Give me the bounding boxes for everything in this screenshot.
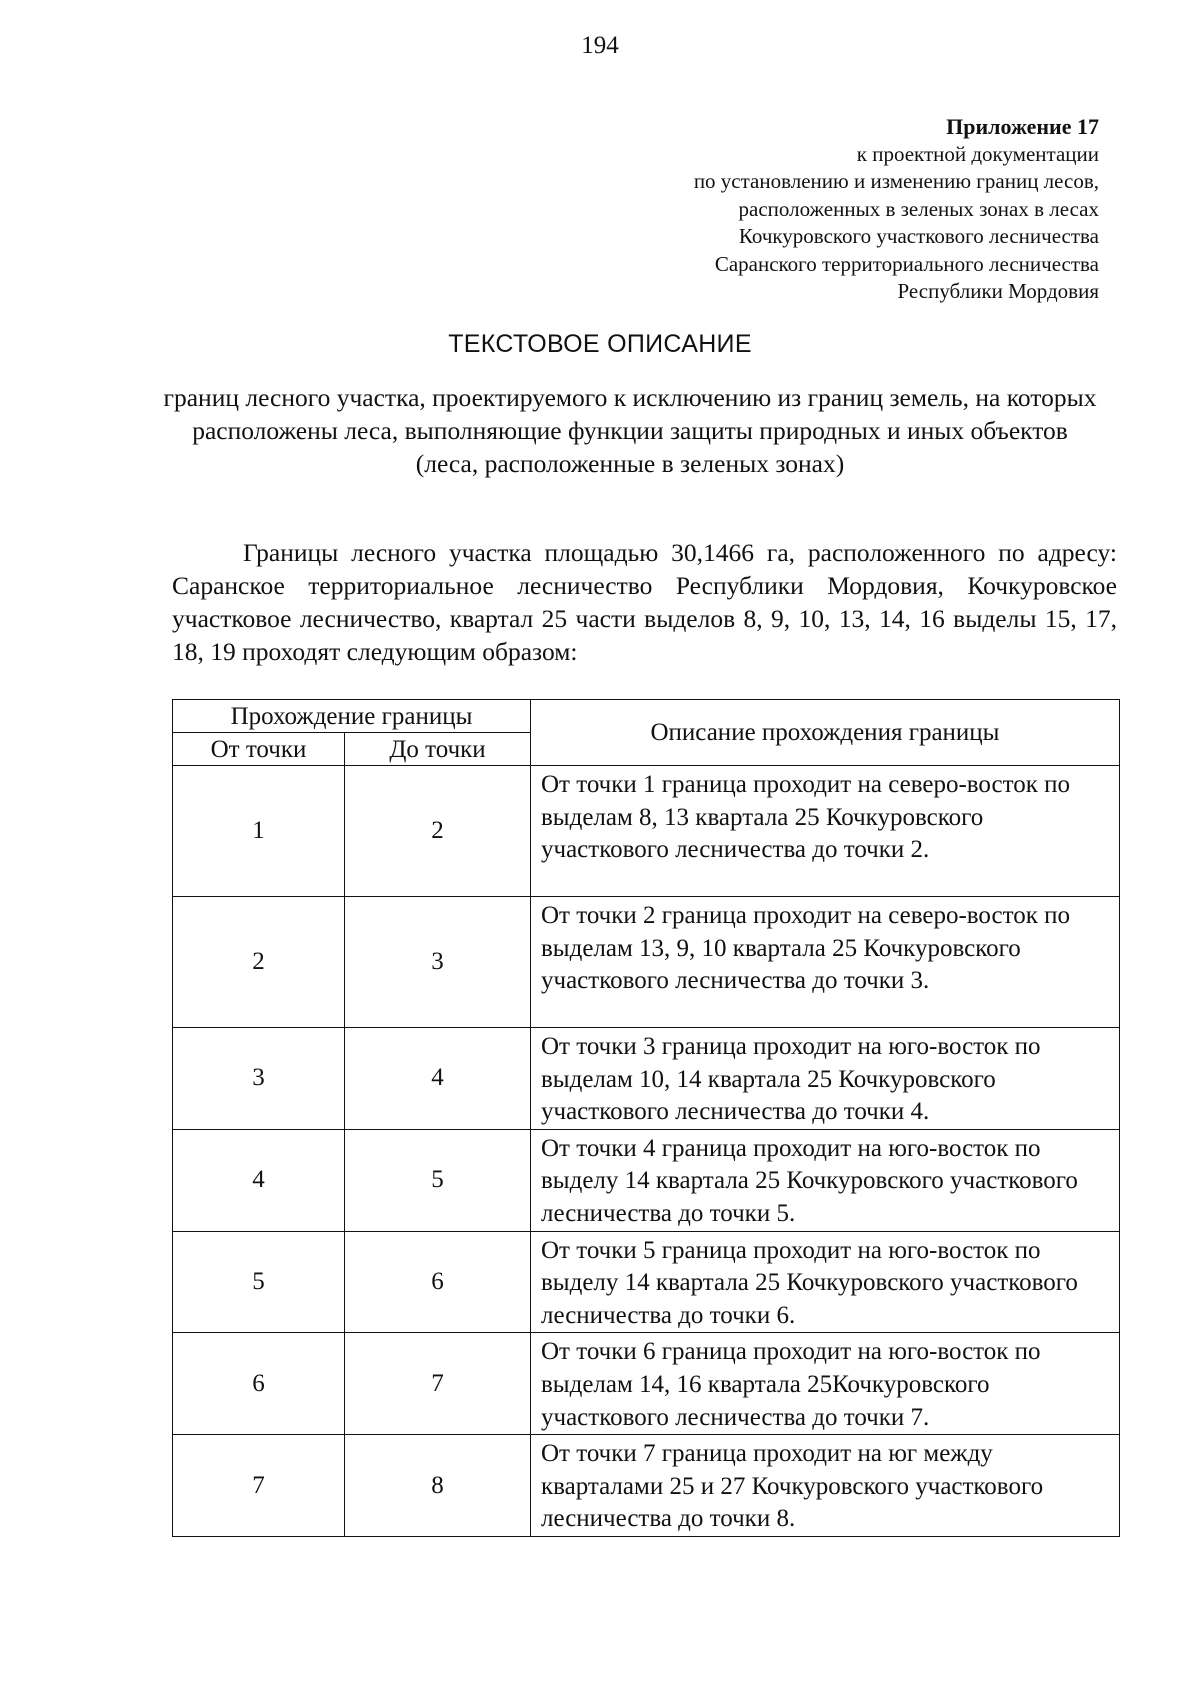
document-subtitle: границ лесного участка, проектируемого к исключению из границ земель, на которых расположены леса, выполняющие функции защиты природных и иных объектов (леса, расположенные в зеленых зонах) <box>163 383 1097 478</box>
table-row <box>173 1333 1120 1435</box>
from-point-cell: 4 <box>173 1129 345 1231</box>
appendix-line: Кочкуровского участкового лесничества <box>738 224 1099 248</box>
table-row <box>173 897 1120 1028</box>
header-to-point: До точки <box>345 733 531 766</box>
appendix-block <box>479 113 1099 306</box>
boundary-table <box>172 699 1120 1537</box>
document-title: ТЕКСТОВОЕ ОПИСАНИЕ <box>448 330 752 358</box>
intro-paragraph <box>172 536 1117 668</box>
description-cell <box>531 897 1120 1028</box>
description-cell <box>531 1435 1120 1537</box>
from-point-cell: 7 <box>173 1435 345 1537</box>
table-row <box>173 766 1120 897</box>
header-description: Описание прохождения границы <box>531 700 1120 766</box>
appendix-line: к проектной документации <box>856 141 1099 166</box>
appendix-title: Приложение 17 <box>946 114 1099 139</box>
table-row <box>173 1129 1120 1231</box>
description-text: От точки 2 граница проходит на северо-восток по выделам 13, 9, 10 квартала 25 Кочкуровского участкового лесничества до точки 3. <box>541 902 1070 995</box>
description-text: От точки 7 граница проходит на юг между кварталами 25 и 27 Кочкуровского участкового лесничества до точки 8. <box>541 1440 1044 1533</box>
appendix-line: расположенных в зеленых зонах в лесах <box>738 196 1099 221</box>
to-point-cell: 7 <box>345 1333 531 1435</box>
description-cell <box>531 766 1120 897</box>
description-cell <box>531 1231 1120 1333</box>
table-row <box>173 1435 1120 1537</box>
appendix-line: Саранского территориального лесничества <box>714 251 1099 276</box>
appendix-line: Республики Мордовия <box>897 279 1099 303</box>
intro-text: Границы лесного участка площадью 30,1466 га, расположенного по адресу: Саранское территориальное лесничество Республики Мордовия, Кочкуровское участковое лесничество, квартал 25 части выделов 8, 9, 10, 13, 14, 16 выделы 15, 17, 18, 19 проходят следующим образом: <box>172 538 1117 666</box>
page-number: 194 <box>581 32 619 59</box>
from-point-cell: 6 <box>173 1333 345 1435</box>
to-point-cell: 5 <box>345 1129 531 1231</box>
description-text: От точки 5 граница проходит на юго-восток по выделу 14 квартала 25 Кочкуровского участкового лесничества до точки 6. <box>541 1236 1078 1329</box>
to-point-cell: 2 <box>345 766 531 897</box>
table-row <box>173 1231 1120 1333</box>
to-point-cell: 4 <box>345 1028 531 1130</box>
appendix-line: по установлению и изменению границ лесов, <box>693 169 1099 193</box>
header-boundary-passage: Прохождение границы <box>173 700 531 733</box>
description-text: От точки 6 граница проходит на юго-восток по выделам 14, 16 квартала 25Кочкуровского участкового лесничества до точки 7. <box>541 1338 1041 1431</box>
from-point-cell: 3 <box>173 1028 345 1130</box>
description-text: От точки 1 граница проходит на северо-восток по выделам 8, 13 квартала 25 Кочкуровского участкового лесничества до точки 2. <box>541 771 1070 864</box>
description-text: От точки 3 граница проходит на юго-восток по выделам 10, 14 квартала 25 Кочкуровского участкового лесничества до точки 4. <box>541 1033 1041 1126</box>
from-point-cell: 1 <box>173 766 345 897</box>
header-from-point: От точки <box>173 733 345 766</box>
to-point-cell: 8 <box>345 1435 531 1537</box>
from-point-cell: 5 <box>173 1231 345 1333</box>
description-cell <box>531 1333 1120 1435</box>
table-row <box>173 1028 1120 1130</box>
description-cell <box>531 1129 1120 1231</box>
to-point-cell: 3 <box>345 897 531 1028</box>
description-cell <box>531 1028 1120 1130</box>
from-point-cell: 2 <box>173 897 345 1028</box>
description-text: От точки 4 граница проходит на юго-восток по выделу 14 квартала 25 Кочкуровского участкового лесничества до точки 5. <box>541 1134 1078 1227</box>
to-point-cell: 6 <box>345 1231 531 1333</box>
